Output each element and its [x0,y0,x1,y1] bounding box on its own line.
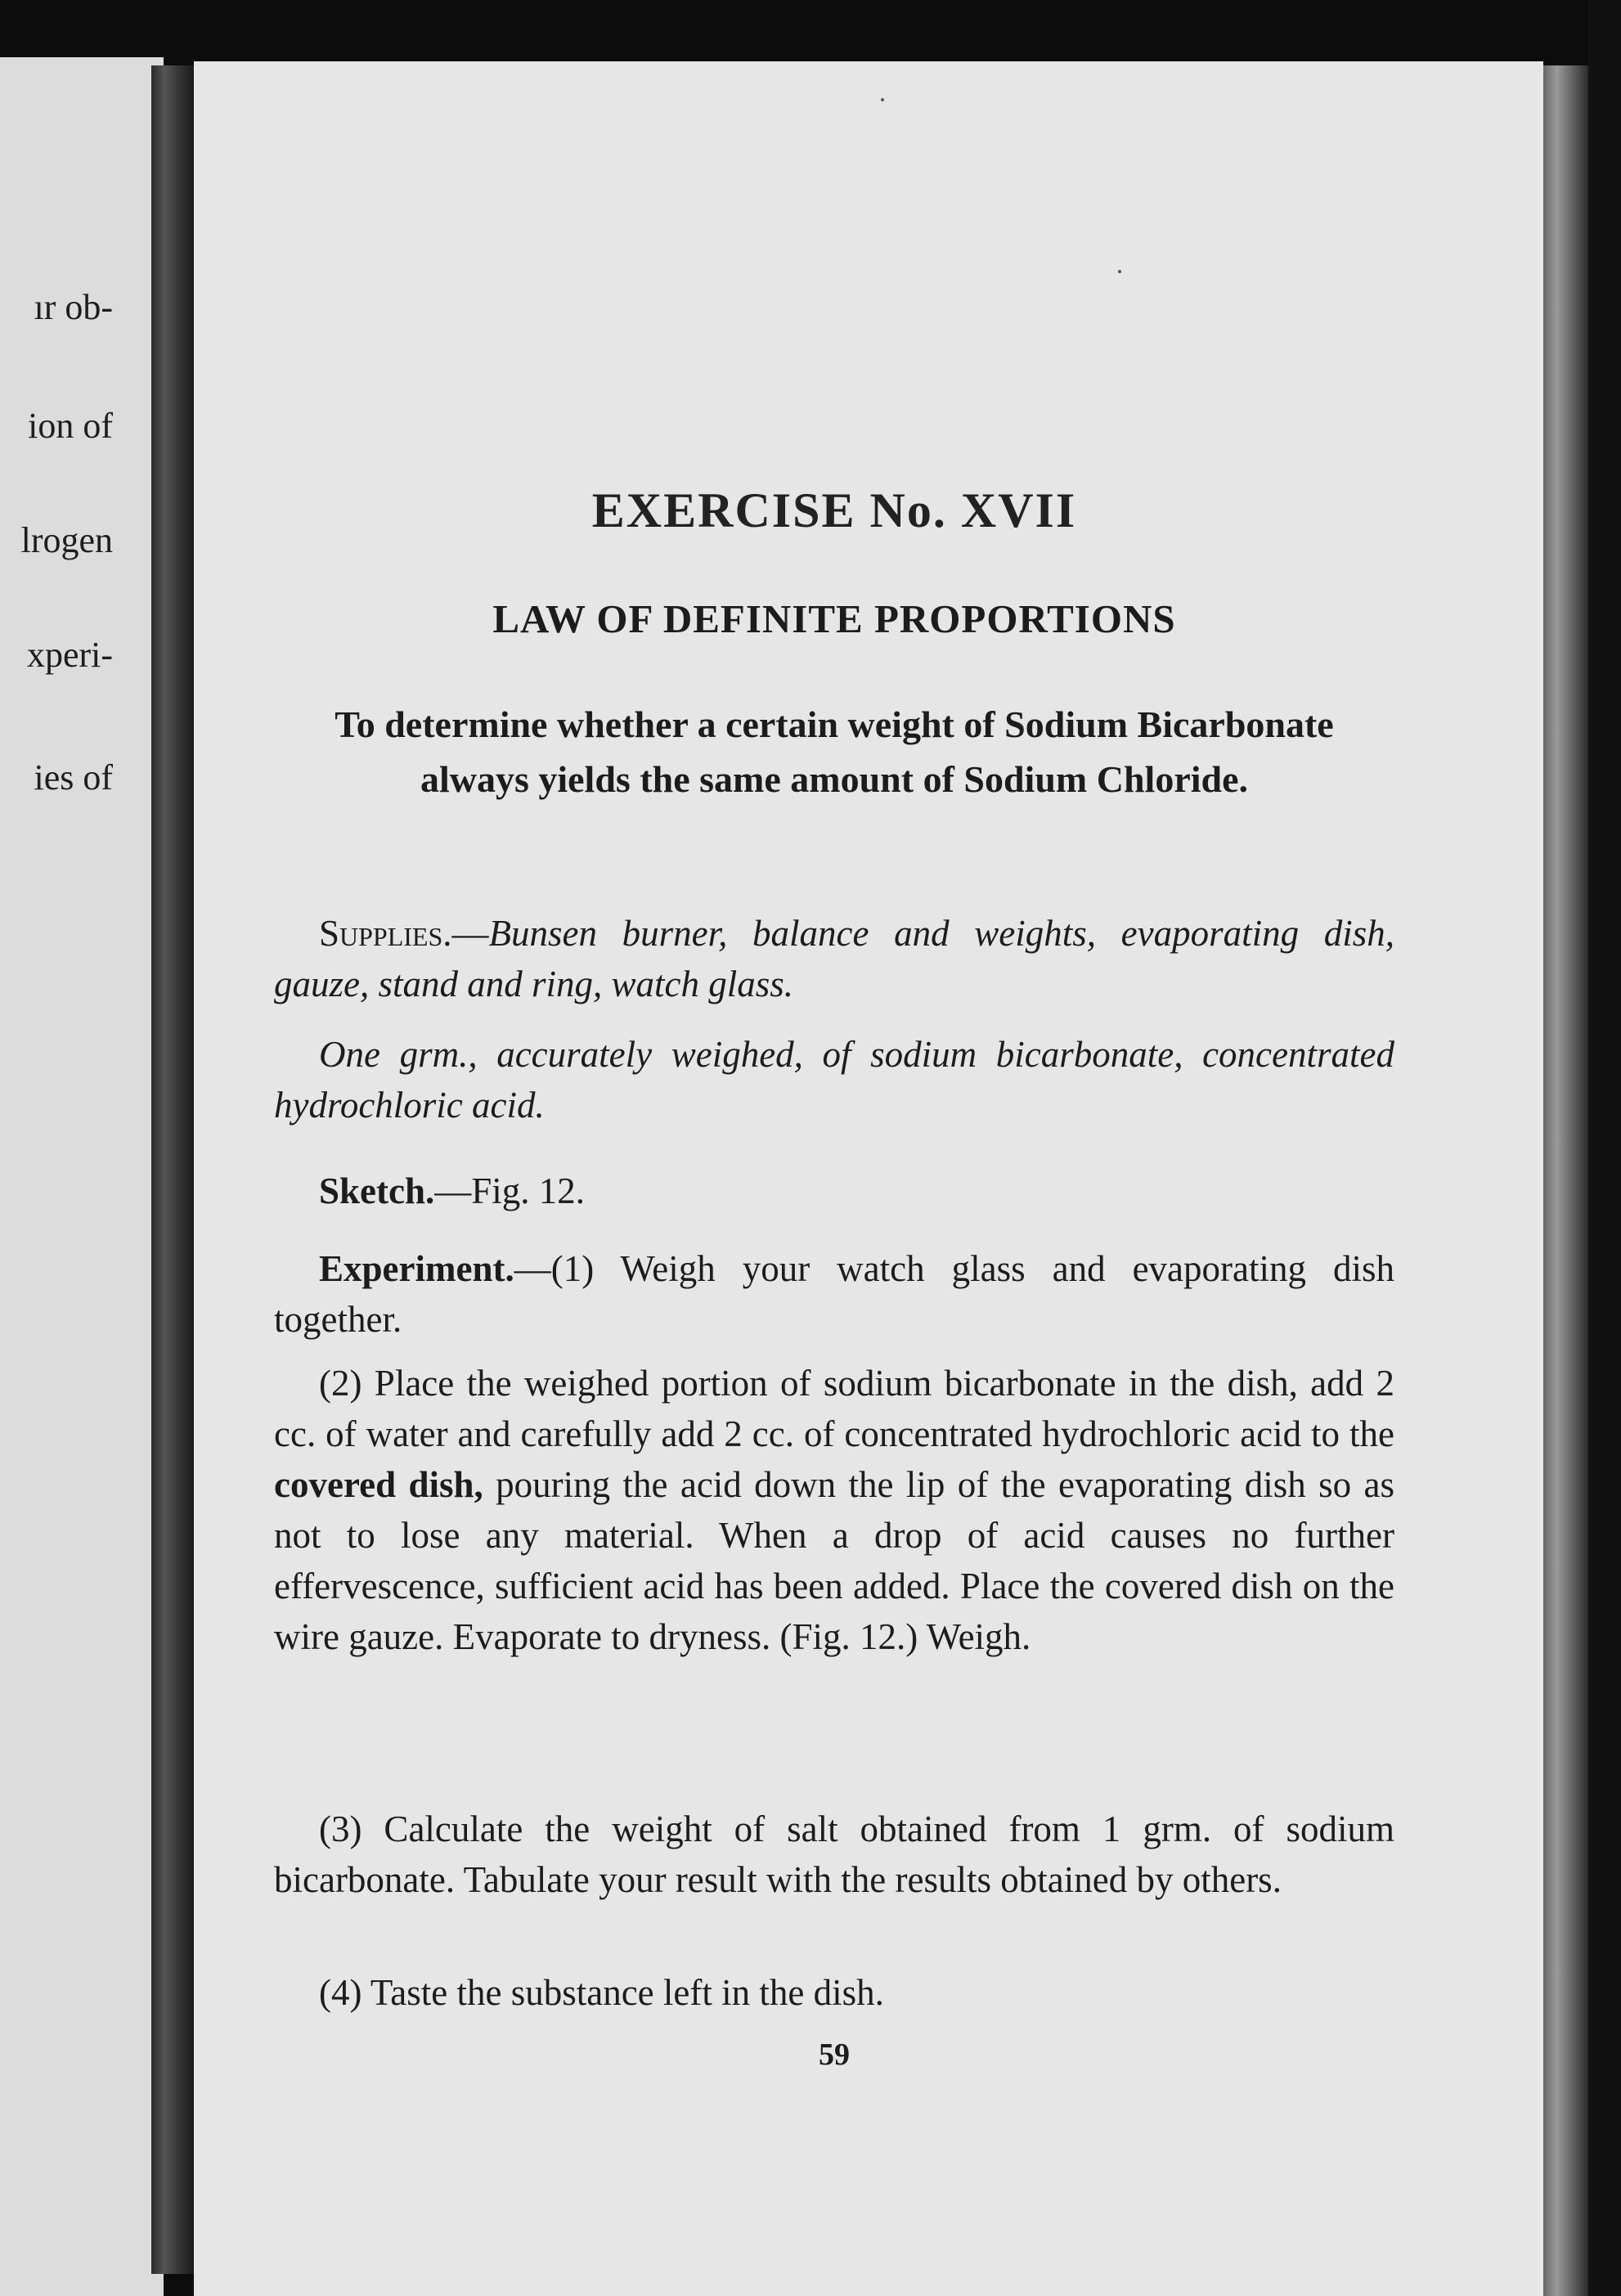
materials-paragraph: One grm., accurately weighed, of sodium bicarbonate, concentrated hydrochloric acid. [274,1034,1394,1126]
step-1-text: —(1) Weigh your watch glass and evaporating dish together. [274,1248,1394,1340]
left-fragment-line: lrogen [20,520,113,560]
supplies-paragraph [274,908,1394,1009]
law-heading: LAW OF DEFINITE PROPORTIONS [492,596,1176,641]
book-gutter [151,65,194,2274]
sketch-reference: —Fig. 12. [434,1170,586,1211]
supplies-label: Supplies. [319,913,452,954]
experiment-step-4: (4) Taste the substance left in the dish. [319,1972,884,2013]
page-number: 59 [819,2038,850,2072]
supplies-list: Bunsen burner, balance and weights, evaporating dish, gauze, stand and ring, watch glass. [274,913,1394,1004]
experiment-step-2 [274,1358,1394,1662]
left-page-fragment [0,57,164,2296]
sketch-label: Sketch. [319,1170,435,1211]
sketch-paragraph [274,1166,1394,1216]
scan-border [1588,0,1621,2296]
experiment-step-1 [274,1243,1394,1345]
exercise-title: EXERCISE No. XVII [591,483,1077,537]
paper-speck [881,98,884,101]
experiment-label: Experiment. [319,1248,514,1289]
step-2-text-start: (2) Place the weighed portion of sodium bicarbonate in the dish, add 2 cc. of water and carefully add 2 cc. of concentrated hydrochloric acid to the [274,1363,1394,1454]
left-fragment-line: ies of [34,757,113,798]
purpose-statement: To determine whether a certain weight of Sodium Bicarbonate always yields the same amount of Sodium Chloride. [335,703,1334,800]
left-fragment-line: ion of [28,406,113,446]
paper-speck [1118,270,1121,273]
left-fragment-line: ır ob- [34,287,113,327]
step-2-text-end: pouring the acid down the lip of the evaporating dish so as not to lose any material. When a drop of acid causes no further effervescence, sufficient acid has been added. Place the covered dish on the wire gauze. Evaporate to dryness. (Fig. 12.) Weigh. [274,1464,1394,1657]
page-edge-right [1543,65,1588,2296]
experiment-step-3: (3) Calculate the weight of salt obtained from 1 grm. of sodium bicarbonate. Tabulate your result with the results obtained by others. [274,1808,1394,1900]
step-2-emphasis: covered dish, [274,1464,483,1505]
left-fragment-line: xperi- [26,635,113,675]
supplies-dash: — [451,913,489,954]
